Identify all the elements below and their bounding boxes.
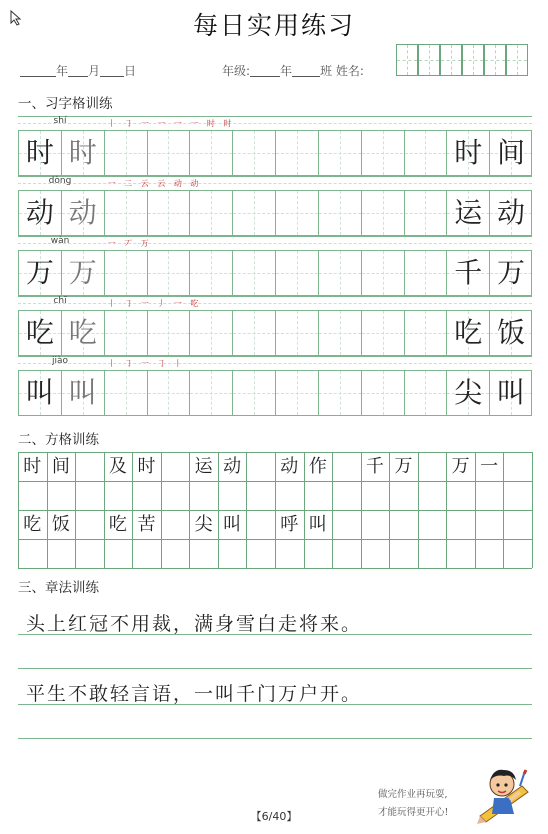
grid-line [332,452,333,568]
writing-line [18,704,532,705]
practice-cell[interactable] [275,131,318,175]
square-grid [0,452,548,568]
practice-char: 饭 [497,316,526,349]
practice-cell[interactable] [18,191,61,235]
practice-cell[interactable] [104,251,147,295]
grid-char: 千 [365,456,384,477]
grid-line [161,452,162,568]
char-row [18,370,532,416]
practice-cell[interactable] [404,311,447,355]
stroke-order: 丨 ㇆ 一 ㇆ 丨 [107,359,185,368]
page-title: 每日实用练习 [192,11,355,40]
grid-line [18,568,532,569]
practice-char: 动 [25,196,54,229]
practice-cell[interactable] [18,131,61,175]
practice-cell[interactable] [446,191,489,235]
practice-cell[interactable] [189,371,232,415]
practice-cell[interactable] [318,191,361,235]
stroke-order: 一 二 云 云 动 动 [107,179,202,188]
grid-char: 间 [51,456,70,477]
practice-cell[interactable] [318,371,361,415]
practice-cell[interactable] [446,251,489,295]
practice-char: 万 [497,256,526,289]
practice-cell[interactable] [275,191,318,235]
practice-cell[interactable] [275,371,318,415]
practice-char: 万 [25,256,54,289]
grid-char: 万 [394,456,413,477]
practice-char: 间 [497,136,526,169]
poem-line-1: 头上红冠不用裁，满身雪白走将来。 [26,613,363,635]
practice-cell[interactable] [318,131,361,175]
practice-cell[interactable] [147,131,190,175]
pinyin-row [18,356,532,370]
pinyin-row [18,296,532,310]
practice-char: 尖 [454,376,483,409]
practice-grid [18,116,532,416]
practice-cell[interactable] [318,311,361,355]
pinyin-row [18,236,532,250]
practice-cell[interactable] [361,131,404,175]
grid-char: 一 [480,456,499,477]
pinyin-label: shí [53,116,67,126]
practice-cell[interactable] [275,251,318,295]
practice-cell[interactable] [232,131,275,175]
practice-cell[interactable] [404,371,447,415]
practice-cell[interactable] [232,191,275,235]
grade-blank[interactable] [250,63,280,77]
practice-cell[interactable] [446,131,489,175]
day-blank[interactable] [100,63,124,77]
grid-char: 饭 [51,514,70,535]
practice-cell[interactable] [61,311,104,355]
practice-cell[interactable] [104,311,147,355]
month-blank[interactable] [68,63,88,77]
grid-char: 动 [280,456,299,477]
practice-char: 叫 [25,376,54,409]
practice-cell[interactable] [61,371,104,415]
practice-cell[interactable] [18,371,61,415]
stroke-order: 一 丆 万 [107,239,152,248]
practice-cell[interactable] [361,311,404,355]
grid-line [75,452,76,568]
practice-char: 吃 [25,316,54,349]
pinyin-label: jiào [51,356,69,366]
practice-char: 千 [454,256,483,289]
date-line: 年 月 日 [20,62,136,79]
grid-char: 尖 [194,514,213,535]
grade-line: 年级: 年 班 姓名: [222,64,364,78]
practice-cell[interactable] [147,251,190,295]
grid-char: 及 [108,456,127,477]
grid-line [418,452,419,568]
grid-char: 时 [23,456,42,477]
practice-cell[interactable] [404,251,447,295]
practice-cell[interactable] [318,251,361,295]
page-number: 【6/40】 [250,810,298,823]
pinyin-label: chī [53,296,67,306]
practice-cell[interactable] [104,191,147,235]
grid-char: 吃 [108,514,127,535]
grid-line [503,452,504,568]
grid-char: 万 [451,456,470,477]
char-row [18,250,532,296]
writing-line [18,668,532,669]
practice-cell[interactable] [489,131,532,175]
practice-cell[interactable] [404,131,447,175]
practice-char: 时 [25,136,54,169]
practice-char: 吃 [68,316,97,349]
practice-char: 运 [454,196,483,229]
stroke-order: 丨 ㇆ 一 一 一 一 时 时 [107,119,235,128]
practice-cell[interactable] [61,251,104,295]
slogan: 做完作业再玩耍, 才能玩得更开心! [378,789,449,818]
practice-cell[interactable] [232,251,275,295]
grid-char: 吃 [23,514,42,535]
practice-cell[interactable] [104,371,147,415]
practice-char: 叫 [68,376,97,409]
grid-char: 动 [223,456,242,477]
poem-line-2: 平生不敢轻言语，一叫千门万户开。 [26,683,363,705]
pinyin-row [18,176,532,190]
practice-cell[interactable] [361,371,404,415]
practice-cell[interactable] [361,191,404,235]
practice-cell[interactable] [147,371,190,415]
practice-cell[interactable] [489,371,532,415]
grid-char: 作 [308,456,327,477]
writing-line [18,738,532,739]
grid-char: 时 [137,456,156,477]
grid-line [532,452,533,568]
section-title-2: 二、方格训练 [18,432,99,448]
practice-cell[interactable] [18,251,61,295]
practice-char: 动 [497,196,526,229]
practice-cell[interactable] [61,131,104,175]
practice-cell[interactable] [232,371,275,415]
stroke-order: 丨 ㇆ 一 丿 一 吃 [107,299,202,308]
pinyin-label: wàn [50,236,70,246]
practice-char: 动 [68,196,97,229]
grid-char: 呼 [280,514,299,535]
practice-char: 吃 [454,316,483,349]
pinyin-row [18,116,532,130]
grid-char: 苦 [137,514,156,535]
practice-cell[interactable] [189,311,232,355]
practice-cell[interactable] [189,131,232,175]
practice-cell[interactable] [61,191,104,235]
practice-char: 时 [454,136,483,169]
practice-cell[interactable] [104,131,147,175]
practice-cell[interactable] [446,311,489,355]
practice-char: 叫 [497,376,526,409]
pinyin-label: dòng [48,176,72,186]
section-title-3: 三、章法训练 [18,580,99,596]
class-blank[interactable] [292,63,320,77]
practice-cell[interactable] [489,311,532,355]
writing-line [18,634,532,635]
practice-cell[interactable] [489,191,532,235]
grid-line [246,452,247,568]
char-row [18,190,532,236]
practice-char: 时 [68,136,97,169]
practice-cell[interactable] [489,251,532,295]
practice-cell[interactable] [446,371,489,415]
section-title-1: 一、习字格训练 [18,96,113,112]
practice-cell[interactable] [189,191,232,235]
practice-cell[interactable] [147,311,190,355]
practice-cell[interactable] [147,191,190,235]
practice-cell[interactable] [18,311,61,355]
grid-char: 叫 [308,514,327,535]
grid-char: 叫 [223,514,242,535]
char-row [18,310,532,356]
practice-cell[interactable] [275,311,318,355]
practice-char: 万 [68,256,97,289]
practice-cell[interactable] [189,251,232,295]
practice-cell[interactable] [404,191,447,235]
grid-char: 运 [194,456,213,477]
char-row [18,130,532,176]
practice-cell[interactable] [232,311,275,355]
practice-cell[interactable] [361,251,404,295]
year-blank[interactable] [20,63,56,77]
